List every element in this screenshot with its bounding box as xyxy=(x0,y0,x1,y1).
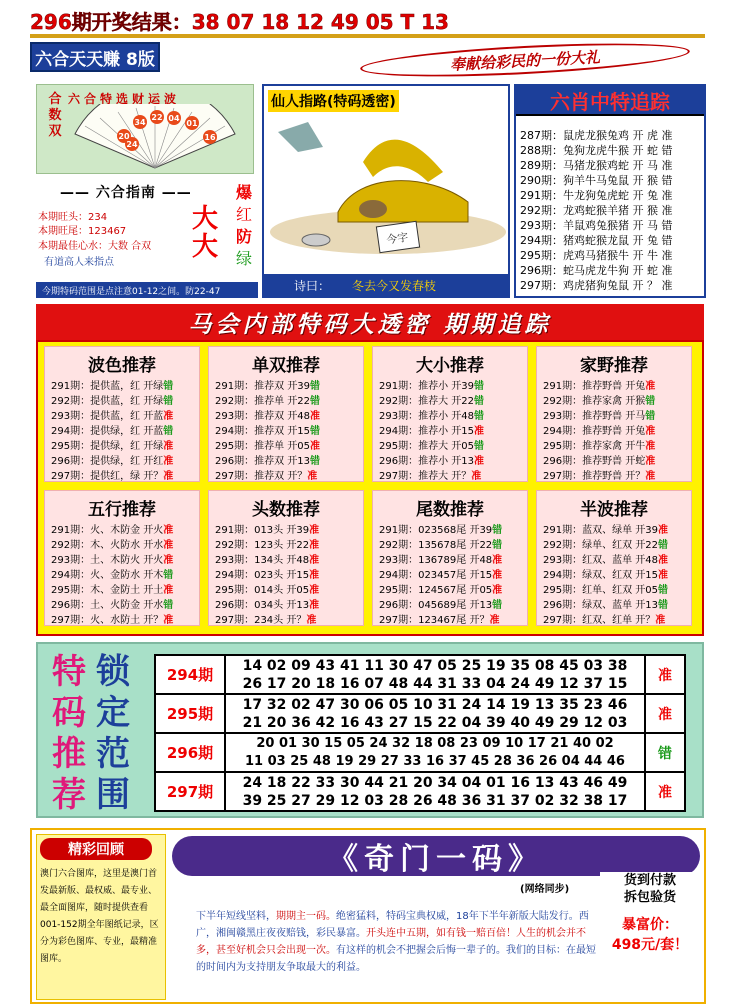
recommend-row xyxy=(51,454,199,469)
header-divider xyxy=(30,34,705,38)
lock-row xyxy=(155,772,685,811)
recommend-card-rows xyxy=(543,379,691,484)
recommend-row-text: 293期：136789尾 开48 xyxy=(379,555,493,566)
bao-column xyxy=(234,182,254,270)
recommend-row-result: 准 xyxy=(645,471,656,482)
recommend-row-result: 准 xyxy=(163,555,174,566)
recommend-card xyxy=(44,346,200,482)
recommend-row xyxy=(379,454,527,469)
recommend-row xyxy=(51,424,199,439)
lock-right-2: 定 xyxy=(96,693,130,733)
recommend-row xyxy=(51,568,199,583)
recommend-row-text: 295期：木、金防土 开土 xyxy=(51,585,164,596)
recommend-row xyxy=(543,538,691,553)
recommend-row xyxy=(215,613,363,628)
brand-badge: 六合天天赚 8版 xyxy=(30,42,160,72)
recommend-row xyxy=(379,469,527,484)
recommend-row-result: 错 xyxy=(163,381,174,392)
recommend-row-text: 292期：木、火防水 开水 xyxy=(51,540,164,551)
heshu-label: 合数双 xyxy=(48,92,62,139)
recommend-row-text: 296期：推荐野兽 开蛇 xyxy=(543,456,646,467)
recommend-row-text: 295期：推荐单 开05 xyxy=(215,441,310,452)
recommend-row-result: 错 xyxy=(492,525,503,536)
recommend-row xyxy=(543,523,691,538)
guide-hot-head: 本期旺头：234 xyxy=(38,212,108,223)
recommend-row-text: 292期：123头 开22 xyxy=(215,540,310,551)
recommend-card-title: 大小推荐 xyxy=(416,356,484,376)
recommend-row-result: 准 xyxy=(309,540,320,551)
recommend-row xyxy=(215,538,363,553)
recommend-row xyxy=(379,409,527,424)
price-value: 498元/套！ xyxy=(611,937,689,953)
recommend-row-result: 准 xyxy=(163,441,174,452)
recommend-row-result: 准 xyxy=(310,411,320,422)
recommend-card-title: 家野推荐 xyxy=(580,356,648,376)
recommend-row-text: 294期：提供绿，红 开蓝 xyxy=(51,426,164,437)
six-zodiac-row: 291期：牛龙狗兔虎蛇 开 兔 准 xyxy=(520,189,673,202)
six-zodiac-title: 六肖中特追踪 xyxy=(516,86,704,116)
six-zodiac-row: 294期：猪鸡蛇猴龙鼠 开 兔 错 xyxy=(520,234,673,247)
lock-line-2: 26 17 20 18 16 07 48 44 31 33 04 24 49 12 37 15 xyxy=(242,675,628,692)
promo-a: 下半年短线坚料， xyxy=(196,911,276,922)
recommend-row xyxy=(379,613,527,628)
recommend-row-text: 294期：火、金防水 开木 xyxy=(51,570,164,581)
recommend-row-text: 295期：推荐大 开05 xyxy=(379,441,474,452)
recommend-row-text: 294期：023头 开15 xyxy=(215,570,310,581)
recommend-row-result: 错 xyxy=(474,381,484,392)
recommend-row xyxy=(543,409,691,424)
recommend-row-result: 准 xyxy=(309,570,320,581)
bao-3: 防 xyxy=(235,227,252,246)
price-label: 暴富价： xyxy=(622,917,678,933)
recommend-card-rows xyxy=(215,523,363,628)
recommend-row-result: 准 xyxy=(310,441,320,452)
poem-text: 冬去今又发春枝 xyxy=(352,278,437,293)
recommend-row-result: 错 xyxy=(163,426,174,437)
recommend-row-text: 293期：提供蓝，红 开蓝 xyxy=(51,411,164,422)
recommend-card-title: 尾数推荐 xyxy=(416,500,484,520)
poem-bar xyxy=(264,274,508,296)
recommend-row-text: 297期：红双、红单 开？ xyxy=(543,615,656,626)
lock-period: 296期 xyxy=(155,733,225,772)
recommend-row-result: 准 xyxy=(163,456,174,467)
lock-period: 295期 xyxy=(155,694,225,733)
big-da-mark: 大大 xyxy=(192,204,219,262)
six-zodiac-list xyxy=(520,128,704,293)
lock-row xyxy=(155,655,685,694)
recommend-row-text: 292期：推荐单 开22 xyxy=(215,396,310,407)
recommend-row-result: 准 xyxy=(658,555,668,566)
recommend-row-result: 错 xyxy=(163,396,174,407)
recommend-row-result: 准 xyxy=(307,471,318,482)
recommend-row-text: 295期：014头 开05 xyxy=(215,585,310,596)
recommend-row-result: 准 xyxy=(645,456,656,467)
price-box xyxy=(600,872,700,968)
recommend-card-title: 头数推荐 xyxy=(252,500,320,520)
recommend-row-text: 292期：推荐家禽 开猴 xyxy=(543,396,646,407)
recommend-row-result: 准 xyxy=(163,411,174,422)
lock-left-4: 荐 xyxy=(52,775,86,815)
recommend-row-result: 错 xyxy=(310,426,320,437)
recommend-row-result: 准 xyxy=(309,525,320,536)
recommend-row-result: 准 xyxy=(163,471,174,482)
lock-right-chars xyxy=(96,652,136,816)
six-zodiac-row: 296期：蛇马虎龙牛狗 开 蛇 准 xyxy=(520,264,673,277)
six-zodiac-row: 289期：马猪龙猴鸡蛇 开 马 准 xyxy=(520,159,673,172)
fan-title: 六合特选财运波 xyxy=(68,92,181,106)
lock-numbers xyxy=(225,694,645,733)
recommend-row-text: 295期：推荐家禽 开牛 xyxy=(543,441,646,452)
recommend-row-result: 错 xyxy=(658,540,668,551)
bao-2: 红 xyxy=(235,205,252,224)
recommend-row-text: 291期：提供蓝，红 开绿 xyxy=(51,381,164,392)
cod-label: 货到付款 xyxy=(623,873,676,888)
recommend-row xyxy=(379,523,527,538)
recommend-card-rows xyxy=(543,523,691,628)
recommend-row xyxy=(543,613,691,628)
recommend-row xyxy=(379,379,527,394)
recommend-row xyxy=(51,523,199,538)
lock-result: 错 xyxy=(645,733,685,772)
recommend-row xyxy=(51,469,199,484)
recommend-row-text: 297期：推荐野兽 开？ xyxy=(543,471,646,482)
recommend-row-result: 准 xyxy=(306,615,317,626)
recommend-row-result: 准 xyxy=(163,525,174,536)
promo-b: 期期主一码。 xyxy=(276,911,336,922)
paper-note: 今字 xyxy=(385,230,410,247)
recommend-card xyxy=(208,490,364,626)
recommend-row-result: 错 xyxy=(658,600,668,611)
recommend-row-text: 295期：124567尾 开05 xyxy=(379,585,493,596)
recommend-row-result: 错 xyxy=(310,381,320,392)
recommend-row xyxy=(543,439,691,454)
recommend-row-result: 错 xyxy=(658,585,668,596)
recommend-row xyxy=(215,553,363,568)
six-zodiac-row: 287期：鼠虎龙猴兔鸡 开 虎 准 xyxy=(520,129,673,142)
recommend-row-result: 准 xyxy=(645,426,656,437)
guide-best-pick: 本期最佳心水：大数 合双 xyxy=(38,241,152,252)
recommend-row-text: 294期：绿双、红双 开15 xyxy=(543,570,658,581)
qimen-title: 《奇门一码》 xyxy=(328,842,544,877)
recommend-row-text: 293期：推荐小 开48 xyxy=(379,411,474,422)
folding-fan-icon xyxy=(70,104,240,170)
recommend-row-text: 292期：推荐大 开22 xyxy=(379,396,474,407)
fan-ball-4: 01 xyxy=(186,119,198,128)
bao-1: 爆 xyxy=(235,183,252,202)
recommend-row-result: 错 xyxy=(645,396,656,407)
recommend-row-text: 296期：土、火防金 开水 xyxy=(51,600,164,611)
review-text: 澳门六合图库，这里是澳门首发最新版、最权威、最专业、最全面图库，随时提供查看001-152期全年图纸记录，区分为彩色图库、专业，最精准图库。 xyxy=(40,869,159,964)
lock-line-2: 39 25 27 29 12 03 28 26 48 36 31 37 02 32 38 17 xyxy=(242,792,628,809)
recommend-row-result: 准 xyxy=(163,540,174,551)
recommend-row-text: 294期：推荐野兽 开兔 xyxy=(543,426,646,437)
net-sync-label: (网络同步) xyxy=(520,884,570,895)
lock-line-1: 14 02 09 43 41 11 30 47 05 25 19 35 08 45 03 38 xyxy=(242,657,628,674)
recommend-row xyxy=(543,598,691,613)
recommend-card xyxy=(536,490,692,626)
recommend-row xyxy=(215,424,363,439)
fan-ball-2: 22 xyxy=(151,113,163,122)
recommend-row-text: 297期：提供红，绿 开？ xyxy=(51,471,164,482)
six-zodiac-row: 292期：龙鸡蛇猴羊猪 开 猴 准 xyxy=(520,204,673,217)
recommend-row-result: 准 xyxy=(489,615,500,626)
recommend-row-text: 296期：045689尾 开13 xyxy=(379,600,493,611)
recommend-row xyxy=(215,454,363,469)
recommend-row-text: 296期：推荐小 开13 xyxy=(379,456,474,467)
promo-c: 绝密猛料，特码宝典权威，18年下半年新版大陆发行。西广，湘闽赣黑庄夜夜赔钱，彩民暴富。 xyxy=(196,911,589,939)
immortal-title: 仙人指路(特码透密) xyxy=(268,90,399,112)
recommend-row-text: 296期：提供绿，红 开红 xyxy=(51,456,164,467)
recommend-row-result: 错 xyxy=(163,570,174,581)
recommend-row xyxy=(215,568,363,583)
range-disclaimer: 今期特码范围是点注意01-12之间。防22-47 xyxy=(36,282,258,298)
recommend-row-text: 294期：推荐小 开15 xyxy=(379,426,474,437)
recommend-row xyxy=(379,583,527,598)
bao-4: 绿 xyxy=(235,249,252,268)
recommend-row-text: 291期：013头 开39 xyxy=(215,525,310,536)
recommend-row-text: 297期：火、水防土 开？ xyxy=(51,615,164,626)
lock-row xyxy=(155,694,685,733)
recommend-row-result: 准 xyxy=(309,585,320,596)
recommend-row xyxy=(51,409,199,424)
recommend-row-text: 297期：推荐大 开？ xyxy=(379,471,472,482)
recommend-row-result: 准 xyxy=(474,456,484,467)
lock-left-2: 码 xyxy=(52,693,86,733)
recommend-row xyxy=(51,538,199,553)
recommend-row xyxy=(379,598,527,613)
recommend-row xyxy=(543,469,691,484)
six-zodiac-row: 297期：鸡虎猪狗兔鼠 开 ？ 准 xyxy=(520,279,673,292)
recommend-row xyxy=(215,379,363,394)
recommend-row xyxy=(379,424,527,439)
inspect-label: 拆包验货 xyxy=(623,890,676,905)
recommend-row-text: 296期：绿双、蓝单 开13 xyxy=(543,600,658,611)
lock-right-1: 锁 xyxy=(96,652,130,692)
recommend-row xyxy=(379,568,527,583)
recommend-card-rows xyxy=(51,523,199,628)
fan-ball-5: 20 xyxy=(118,132,130,141)
recommend-row xyxy=(215,409,363,424)
recommend-row xyxy=(51,553,199,568)
fan-ball-7: 16 xyxy=(204,133,216,142)
recommend-grid xyxy=(36,340,704,636)
lock-period: 297期 xyxy=(155,772,225,811)
recommend-row xyxy=(543,568,691,583)
review-title: 精彩回顾 xyxy=(40,838,152,860)
lock-numbers xyxy=(225,655,645,694)
recommend-row xyxy=(543,379,691,394)
recommend-card xyxy=(372,346,528,482)
recommend-row xyxy=(51,379,199,394)
guide-title: —— 六合指南 —— xyxy=(60,185,192,201)
recommend-row-text: 297期：123467尾 开？ xyxy=(379,615,490,626)
lock-line-1: 20 01 30 15 05 24 32 18 08 23 09 10 17 21 40 02 xyxy=(256,735,614,751)
lock-numbers xyxy=(225,772,645,811)
recommend-card xyxy=(208,346,364,482)
recommend-card-title: 半波推荐 xyxy=(580,500,648,520)
recommend-card-rows xyxy=(51,379,199,484)
recommend-row-result: 准 xyxy=(492,570,503,581)
recommend-row xyxy=(379,553,527,568)
recommend-row-text: 297期：推荐双 开？ xyxy=(215,471,308,482)
recommend-row-result: 错 xyxy=(645,411,656,422)
recommend-row-result: 准 xyxy=(645,441,656,452)
guide-note: 有道高人来指点 xyxy=(44,257,114,268)
recommend-row xyxy=(215,469,363,484)
recommend-row-text: 297期：234头 开？ xyxy=(215,615,307,626)
recommend-card-rows xyxy=(215,379,363,484)
recommend-row xyxy=(543,424,691,439)
recommend-row-result: 错 xyxy=(163,600,174,611)
recommend-row-text: 295期：红单、红双 开05 xyxy=(543,585,658,596)
recommend-row xyxy=(543,553,691,568)
lock-result: 准 xyxy=(645,694,685,733)
fan-ball-6: 24 xyxy=(126,140,138,149)
recommend-row-text: 292期：绿单、红双 开22 xyxy=(543,540,658,551)
promo-d: 开头连中五期，如有钱一赔百倍！人生的机会并不多，甚至好机会只会出现一次。 xyxy=(196,928,586,956)
recommend-row xyxy=(215,583,363,598)
recommend-row-text: 294期：推荐双 开15 xyxy=(215,426,310,437)
recommend-row-result: 准 xyxy=(655,615,666,626)
recommend-row xyxy=(51,613,199,628)
lock-table xyxy=(154,654,686,812)
recommend-row xyxy=(215,598,363,613)
six-zodiac-row: 293期：羊鼠鸡兔猴猪 开 马 错 xyxy=(520,219,673,232)
recommend-row-text: 291期：推荐野兽 开兔 xyxy=(543,381,646,392)
recommend-row-result: 准 xyxy=(471,471,482,482)
recommend-card-title: 波色推荐 xyxy=(88,356,156,376)
six-zodiac-row: 288期：兔狗龙虎牛猴 开 蛇 错 xyxy=(520,144,673,157)
lock-line-2: 11 03 25 48 19 29 27 33 16 37 45 28 36 26 04 44 46 xyxy=(245,753,625,769)
recommend-row-text: 293期：推荐野兽 开马 xyxy=(543,411,646,422)
banner-title: 马会内部特码大透密 期期追踪 xyxy=(188,310,552,338)
recommend-row xyxy=(543,454,691,469)
recommend-row-text: 293期：推荐双 开48 xyxy=(215,411,310,422)
lock-left-3: 推 xyxy=(52,734,86,774)
recommend-row-result: 错 xyxy=(310,396,320,407)
recommend-row-text: 291期：推荐小 开39 xyxy=(379,381,474,392)
recommend-row-result: 准 xyxy=(492,555,503,566)
six-zodiac-row: 290期：狗羊牛马兔鼠 开 猴 错 xyxy=(520,174,673,187)
lock-left-chars xyxy=(52,652,92,816)
recommend-row-text: 293期：134头 开48 xyxy=(215,555,310,566)
recommend-row-text: 295期：提供绿，红 开绿 xyxy=(51,441,164,452)
recommend-row xyxy=(51,439,199,454)
lock-result: 准 xyxy=(645,655,685,694)
recommend-row xyxy=(51,394,199,409)
recommend-row-result: 准 xyxy=(492,585,503,596)
recommend-row xyxy=(543,583,691,598)
recommend-row-text: 293期：土、木防火 开火 xyxy=(51,555,164,566)
promo-e: 有这样的机会不把握会后悔一辈子的。我们的目标：在最短的时间内为支持朋友争取最大的利益。 xyxy=(196,945,596,973)
recommend-row xyxy=(215,439,363,454)
recommend-row xyxy=(379,439,527,454)
recommend-row xyxy=(215,523,363,538)
recommend-card-title: 单双推荐 xyxy=(252,356,320,376)
lock-result: 准 xyxy=(645,772,685,811)
draw-result-headline: 296期开奖结果：38 07 18 12 49 05 T 13 xyxy=(30,10,449,34)
recommend-row-result: 错 xyxy=(474,411,484,422)
recommend-row-result: 准 xyxy=(309,600,320,611)
recommend-row-text: 292期：提供蓝，红 开绿 xyxy=(51,396,164,407)
recommend-row xyxy=(51,598,199,613)
lock-row xyxy=(155,733,685,772)
recommend-row-result: 准 xyxy=(658,525,668,536)
guide-title-text: 六合指南 xyxy=(95,185,156,201)
recommend-row-result: 错 xyxy=(492,600,503,611)
recommend-row-text: 296期：推荐双 开13 xyxy=(215,456,310,467)
recommend-row-result: 错 xyxy=(474,441,484,452)
recommend-row-text: 291期：蓝双、绿单 开39 xyxy=(543,525,658,536)
recommend-row-result: 准 xyxy=(474,426,484,437)
recommend-row-result: 准 xyxy=(163,615,174,626)
recommend-row-result: 准 xyxy=(163,585,174,596)
recommend-row xyxy=(215,394,363,409)
recommend-row xyxy=(379,394,527,409)
recommend-card-rows xyxy=(379,379,527,484)
lock-numbers xyxy=(225,733,645,772)
recommend-card-rows xyxy=(379,523,527,628)
recommend-row xyxy=(379,538,527,553)
recommend-row-result: 准 xyxy=(658,570,668,581)
lock-line-2: 21 20 36 42 16 43 27 15 22 04 39 40 49 29 12 03 xyxy=(242,714,628,731)
recommend-card-title: 五行推荐 xyxy=(88,500,156,520)
recommend-row-result: 准 xyxy=(645,381,656,392)
fan-ball-3: 04 xyxy=(168,114,180,123)
recommend-row-text: 291期：023568尾 开39 xyxy=(379,525,493,536)
slogan-ribbon: 奉献给彩民的一份大礼 xyxy=(359,37,690,82)
immortal-illustration xyxy=(268,112,506,270)
promo-text xyxy=(196,908,596,976)
lock-line-1: 24 18 22 33 30 44 21 20 34 04 01 16 13 43 46 49 xyxy=(242,774,628,791)
recommend-row-text: 291期：火、木防金 开火 xyxy=(51,525,164,536)
recommend-row-text: 291期：推荐双 开39 xyxy=(215,381,310,392)
fan-ball-1: 34 xyxy=(134,118,146,127)
recommend-row xyxy=(51,583,199,598)
recommend-card xyxy=(536,346,692,482)
recommend-card xyxy=(372,490,528,626)
lock-line-1: 17 32 02 47 30 06 05 10 31 24 14 19 13 35 23 46 xyxy=(242,696,628,713)
recommend-row-text: 292期：135678尾 开22 xyxy=(379,540,493,551)
recommend-row-text: 296期：034头 开13 xyxy=(215,600,310,611)
lock-period: 294期 xyxy=(155,655,225,694)
poem-label: 诗曰： xyxy=(294,278,331,293)
recommend-row xyxy=(543,394,691,409)
lock-right-3: 范 xyxy=(96,734,130,774)
recommend-row-text: 294期：023457尾 开15 xyxy=(379,570,493,581)
recommend-card xyxy=(44,490,200,626)
recommend-row-result: 错 xyxy=(474,396,484,407)
guide-hot-tail: 本期旺尾：123467 xyxy=(38,226,127,237)
recommend-row-text: 293期：红双、蓝单 开48 xyxy=(543,555,658,566)
recommend-row-result: 准 xyxy=(309,555,320,566)
lock-left-1: 特 xyxy=(52,652,86,692)
recommend-row-result: 错 xyxy=(310,456,320,467)
lock-right-4: 围 xyxy=(96,775,130,815)
six-zodiac-row: 295期：虎鸡马猪猴牛 开 牛 准 xyxy=(520,249,673,262)
recommend-row-result: 错 xyxy=(492,540,503,551)
